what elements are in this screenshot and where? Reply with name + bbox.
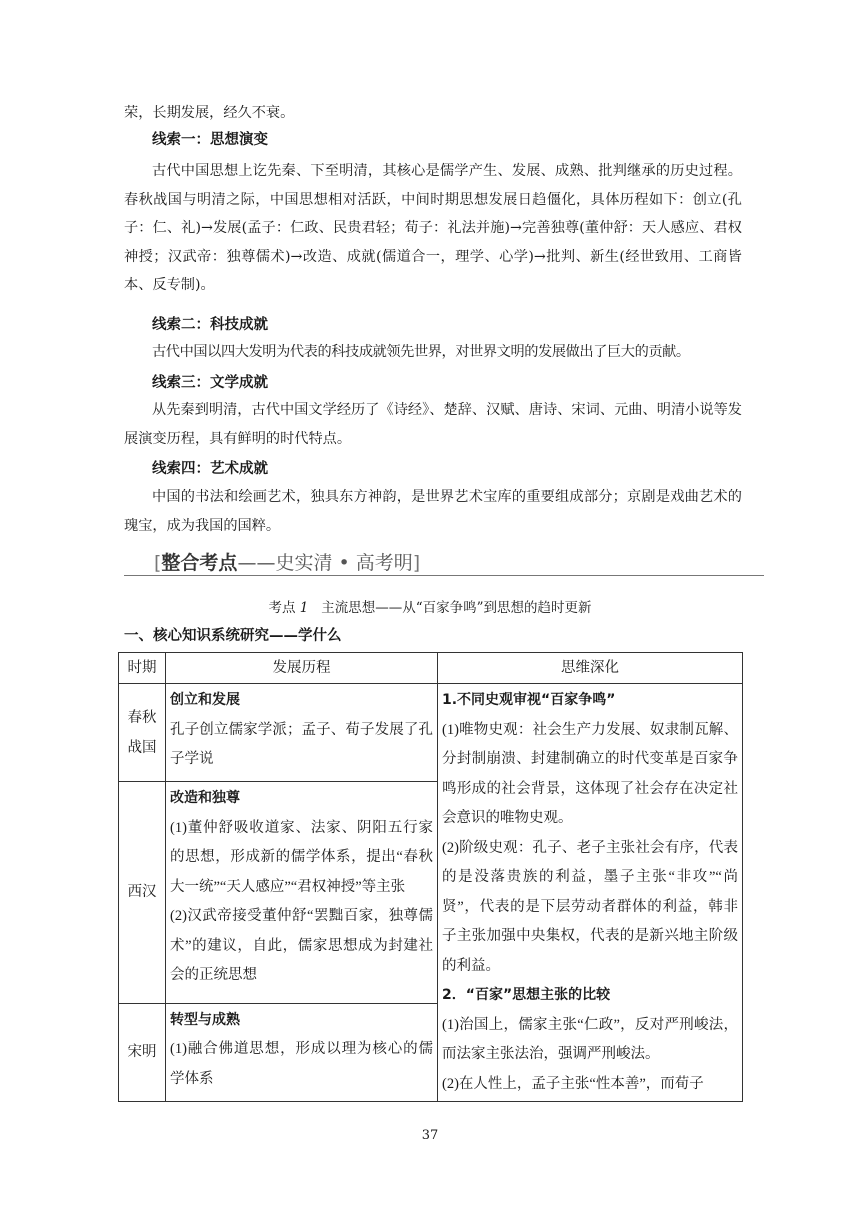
section-banner [154,548,420,575]
clue-1-text: 古代中国思想上讫先秦、下至明清，其核心是儒学产生、发展、成熟、批判继承的历史过程。春秋战国与明清之际，中国思想相对活跃，中间时期思想发展日趋僵化，具体历程如下：创立(孔子：仁、礼)→发展(孟子：仁政、民贵君轻；荀子：礼法并施)→完善独尊(董仲舒：天人感应、君权神授；汉武帝：独尊儒术)→改造、成就(儒道合一，理学、心学)→批判、新生(经世致用、工商皆本、反专制)。 [124,163,742,293]
thinking-line: (2)在人性上，孟子主张“性本善”，而荀子 [442,1075,704,1092]
header-period: 时期 [119,653,166,684]
thinking-line: (2)阶级史观：孔子、老子主张社会有序，代表的是没落贵族的利益，墨子主张“非攻”“尚贤”，代表的是下层劳动者群体的利益，韩非子主张加强中央集权，代表的是新兴地主阶级的利益。 [442,839,738,974]
course-line: (1)董仲舒吸收道家、法家、阴阳五行家的思想，形成新的儒学体系，提出“春秋大一统”“天人感应”“君权神授”等主张 [170,819,433,895]
clue-3-title: 线索三：文学成就 [152,375,268,391]
banner-subtitle: ——史实清 • 高考明 [237,552,413,574]
clue-4-title: 线索四：艺术成就 [152,461,268,477]
course-title: 改造和独尊 [170,790,240,807]
period-cell: 宋明 [119,1003,166,1101]
course-cell [166,1003,438,1101]
course-title: 创立和发展 [170,692,240,708]
kaodian-heading [0,596,860,616]
period-cell: 西汉 [119,782,166,1004]
thinking-line: (1)治国上，儒家主张“仁政”，反对严刑峻法，而法家主张法治，强调严刑峻法。 [442,1016,738,1062]
kaodian-title: 主流思想——从“百家争鸣”到思想的趋时更新 [321,600,592,616]
clue-3-text: 从先秦到明清，古代中国文学经历了《诗经》、楚辞、汉赋、唐诗、宋词、元曲、明清小说等发展演变历程，具有鲜明的时代特点。 [124,402,742,447]
table-header-row [119,653,743,684]
section-title: 一、核心知识系统研究——学什么 [124,628,342,644]
thinking-cell [438,684,743,1102]
course-line: (2)汉武帝接受董仲舒“罢黜百家，独尊儒术”的建议，自此，儒家思想成为封建社会的正统思想 [170,908,433,984]
table-row [119,684,743,782]
course-line: 孔子创立儒家学派；孟子、荀子发展了孔子学说 [170,721,433,767]
thinking-heading-2: 2．“百家”思想主张的比较 [442,987,611,1003]
banner-open-bracket: [ [154,552,162,574]
page-number: 37 [421,1128,439,1143]
clue-2-text: 古代中国以四大发明为代表的科技成就领先世界，对世界文明的发展做出了巨大的贡献。 [152,344,690,360]
knowledge-table [118,652,743,1102]
header-thinking: 思维深化 [438,653,743,684]
course-title: 转型与成熟 [170,1011,240,1028]
thinking-line: (1)唯物史观：社会生产力发展、奴隶制瓦解、分封制崩溃、封建制确立的时代变革是百家争鸣形成的社会背景，这体现了社会存在决定社会意识的唯物史观。 [442,721,738,826]
clue-2-title: 线索二：科技成就 [152,317,268,333]
clue-1-title: 线索一：思想演变 [152,132,268,148]
kaodian-prefix: 考点 [268,600,296,616]
clue-4-text: 中国的书法和绘画艺术，独具东方神韵，是世界艺术宝库的重要组成部分；京剧是戏曲艺术的瑰宝，成为我国的国粹。 [124,489,742,534]
header-course: 发展历程 [166,653,438,684]
banner-divider [124,575,764,576]
course-line: (1)融合佛道思想，形成以理为核心的儒学体系 [170,1041,433,1087]
thinking-heading-1: 1.不同史观审视“百家争鸣” [442,692,616,708]
banner-close-bracket: ] [412,552,421,574]
intro-tail-text: 荣，长期发展，经久不衰。 [124,105,295,121]
kaodian-number: 1 [299,600,309,616]
course-cell [166,782,438,1004]
period-cell: 春秋战国 [119,684,166,782]
course-cell [166,684,438,782]
banner-bold-title: 整合考点 [161,552,238,574]
